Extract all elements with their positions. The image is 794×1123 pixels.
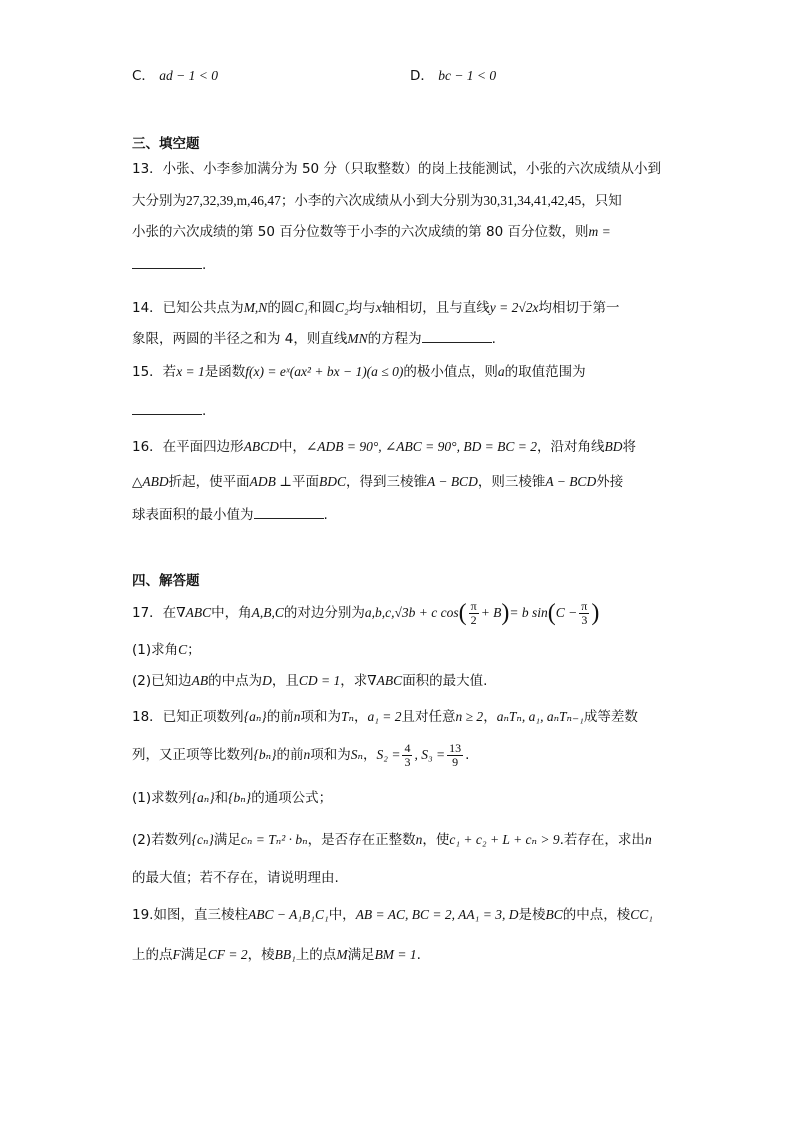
- q16-text: 球表面积的最小值为: [132, 507, 254, 523]
- paren-open: (: [547, 600, 556, 626]
- q16-math: A − BCD: [426, 474, 478, 489]
- q18-math: n: [644, 832, 652, 847]
- q13-text: ；小李的六次成绩从小到大分别为: [280, 193, 484, 209]
- fraction: [469, 600, 479, 627]
- q14-line1: [132, 298, 619, 318]
- q15-math: x = 1: [176, 364, 205, 379]
- q18-text: 列，又正项等比数列: [132, 747, 254, 763]
- q17-text: (2)已知边: [132, 673, 192, 689]
- q17-math: C: [178, 642, 188, 657]
- q14-text: 14．已知公共点为: [132, 300, 244, 316]
- q18-text: 的前: [276, 747, 304, 763]
- q16-math: ADB ⊥: [249, 474, 292, 489]
- fraction-denominator: 2: [470, 612, 477, 627]
- q13-text: 小张的六次成绩的第 50 百分位数等于小李的六次成绩的第 80 百分位数，则: [132, 224, 589, 240]
- section-4-heading: 四、解答题: [132, 573, 200, 589]
- q17-part1: [132, 640, 201, 660]
- q18-math: {cₙ}: [191, 832, 214, 847]
- q14-text: 的方程为: [367, 331, 422, 347]
- q15-text: 15．若: [132, 364, 177, 380]
- q14-text: 轴相切，且与直线: [381, 300, 490, 316]
- q13-math: m =: [588, 224, 611, 239]
- q15-math: a: [497, 364, 505, 379]
- q13-text: 大分别为: [132, 193, 186, 209]
- q13-math: 27,32,39,m,46,47: [186, 193, 281, 208]
- q15-text: 的取值范围为: [504, 364, 586, 380]
- q19-text: 上的点: [132, 947, 173, 963]
- q18-text: 项和为: [300, 709, 341, 725]
- q16-text: ，沿对角线: [537, 439, 605, 455]
- q15-text: 的极小值点，则: [403, 364, 498, 380]
- q18-text: ，: [483, 709, 497, 725]
- q18-text: 项和为: [310, 747, 351, 763]
- q18-text: .若存在，求出: [559, 832, 645, 848]
- fraction-numerator: 4: [404, 740, 411, 755]
- q14-text: 象限，两圆的半径之和为 4，则直线: [132, 331, 348, 347]
- q17-text: ，求: [340, 673, 368, 689]
- q15-math: f(x) = eˣ(ax² + bx − 1)(a ≤ 0): [245, 364, 404, 379]
- q14-text: 的圆: [267, 300, 295, 316]
- q14-math: y = 2√2x: [489, 300, 539, 315]
- q13-line3: [132, 222, 611, 242]
- q18-part2: [132, 830, 652, 850]
- q16-text: ，则三棱锥: [477, 474, 546, 490]
- q17-math: + B: [480, 605, 502, 620]
- q16-text: 16．在平面四边形: [132, 439, 244, 455]
- q16-math: BDC: [318, 474, 346, 489]
- q18-text: (2)若数列: [132, 832, 192, 848]
- q18-math: c₁ + c₂ + L + cₙ > 9: [449, 832, 560, 847]
- q14-text: .: [491, 331, 496, 347]
- q18-math: n: [303, 747, 311, 762]
- q18-text: ，是否存在正整数: [307, 832, 416, 848]
- q18-math: {aₙ}: [243, 709, 267, 724]
- q17-text: 中，角: [211, 605, 252, 621]
- q17-line1: [132, 598, 599, 628]
- choice-d-expr: bc − 1 < 0: [438, 68, 497, 83]
- q19-text: 中，: [328, 907, 356, 923]
- q14-line2: [132, 328, 496, 349]
- q13-line1: 13．小张、小李参加满分为 50 分（只取整数）的岗上技能测试，小张的六次成绩从小到: [132, 161, 661, 177]
- q14-math: M,N: [243, 300, 268, 315]
- q16-text: 平面: [291, 474, 319, 490]
- q19-text: 19.如图，直三棱柱: [132, 907, 248, 923]
- q14-text: 均相切于第一: [538, 300, 620, 316]
- q17-text: 面积的最大值.: [402, 673, 488, 689]
- q18-math: a₁ = 2: [367, 709, 402, 724]
- q18-part2-cont: 的最大值；若不存在，请说明理由.: [132, 870, 339, 886]
- q16-text: ，得到三棱锥: [345, 474, 427, 490]
- fraction: [402, 742, 412, 769]
- q16-math: A − BCD: [545, 474, 597, 489]
- q18-math: {aₙ}: [191, 790, 215, 805]
- paren-open: (: [458, 600, 467, 626]
- q19-text: .: [416, 947, 421, 963]
- q14-math: C₂: [335, 300, 349, 315]
- answer-blank[interactable]: [132, 254, 202, 269]
- q17-text: 的中点为: [208, 673, 263, 689]
- q16-line3: [132, 504, 328, 525]
- q17-math: AB: [191, 673, 209, 688]
- choice-d: [410, 66, 496, 86]
- q17-part2: [132, 671, 487, 691]
- paren-close: ): [501, 600, 510, 626]
- q19-text: ，棱: [247, 947, 275, 963]
- q18-math: aₙTₙ, a₁, aₙTₙ₋₁: [496, 709, 584, 724]
- q18-math: n: [415, 832, 423, 847]
- choice-c-expr: ad − 1 < 0: [159, 68, 218, 83]
- q17-math: ∇ABC: [176, 605, 212, 620]
- q17-text: ；: [187, 642, 201, 658]
- q16-math: ∠ADB = 90°, ∠ABC = 90°, BD = BC = 2: [305, 439, 538, 454]
- q18-text: 和: [214, 790, 229, 806]
- q18-math: {bₙ}: [228, 790, 252, 805]
- q14-text: 均与: [348, 300, 376, 316]
- q18-text: ，: [353, 709, 368, 725]
- q17-math: CD = 1: [298, 673, 341, 688]
- q18-part1: [132, 788, 332, 808]
- q13-text: ，只知: [581, 193, 622, 209]
- q16-math: △ABD: [132, 474, 169, 489]
- q17-text: 的对边分别为: [283, 605, 365, 621]
- fraction: [579, 600, 589, 627]
- q18-math: {bₙ}: [253, 747, 277, 762]
- q18-math: , S₃ =: [414, 747, 446, 762]
- q13-line2: [132, 191, 622, 211]
- q19-line2: [132, 945, 421, 965]
- paren-close: ): [591, 600, 600, 626]
- q14-math: C₁: [294, 300, 309, 315]
- q15-text: .: [202, 403, 207, 419]
- q18-math: cₙ = Tₙ² · bₙ: [240, 832, 308, 847]
- q19-math: F: [172, 947, 181, 962]
- fraction-denominator: 3: [404, 754, 411, 769]
- fraction-numerator: π: [581, 598, 588, 613]
- q18-text: ，: [363, 747, 377, 763]
- fraction-numerator: 13: [449, 740, 462, 755]
- q18-math: Sₙ: [350, 747, 364, 762]
- q18-text: 18．已知正项数列: [132, 709, 244, 725]
- q18-text: (1)求数列: [132, 790, 192, 806]
- q14-math: x: [375, 300, 382, 315]
- q18-text: 的前: [266, 709, 294, 725]
- q18-text: 成等差数: [583, 709, 638, 725]
- q17-math: C −: [555, 605, 578, 620]
- q15-line1: [132, 362, 586, 382]
- q16-text: 折起，使平面: [168, 474, 250, 490]
- q16-text: .: [323, 507, 328, 523]
- q18-text: ，使: [422, 832, 450, 848]
- q17-math: = b sin: [509, 605, 548, 620]
- q19-math: BB₁: [274, 947, 296, 962]
- q18-text: .: [465, 747, 470, 763]
- choice-c: [132, 66, 218, 86]
- fraction-numerator: π: [470, 598, 477, 613]
- q16-text: 外接: [596, 474, 624, 490]
- section-3-heading: 三、填空题: [132, 136, 200, 152]
- q13-line4: [132, 254, 206, 275]
- q14-math: MN: [347, 331, 368, 346]
- q16-text: 中，: [278, 439, 306, 455]
- q18-text: 的通项公式；: [251, 790, 333, 806]
- q17-math: a,b,c,√3b + c cos: [364, 605, 459, 620]
- q19-math: CC₁: [630, 907, 653, 922]
- q19-math: CF = 2: [207, 947, 248, 962]
- q16-math: BD: [604, 439, 623, 454]
- q14-text: 和圆: [308, 300, 336, 316]
- q19-math: BM = 1: [374, 947, 417, 962]
- fraction-denominator: 3: [581, 612, 588, 627]
- q19-text: 是棱: [518, 907, 546, 923]
- q17-math: ∇ABC: [367, 673, 403, 688]
- q17-text: ，且: [271, 673, 299, 689]
- q18-text: 满足: [213, 832, 241, 848]
- q17-text: 17．在: [132, 605, 177, 621]
- fraction-denominator: 9: [452, 754, 459, 769]
- q15-line2: [132, 400, 206, 421]
- q18-line2: [132, 740, 469, 770]
- q19-math: BC: [545, 907, 563, 922]
- q16-text: 将: [622, 439, 637, 455]
- q19-text: 满足: [347, 947, 375, 963]
- q19-text: 的中点，棱: [562, 907, 631, 923]
- choice-d-label: D．: [410, 68, 434, 84]
- q17-math: D: [262, 673, 272, 688]
- q13-text: .: [202, 257, 207, 273]
- q16-line2: [132, 472, 623, 492]
- q16-math: ABCD: [243, 439, 279, 454]
- q18-line1: [132, 707, 638, 727]
- q13-math: 30,31,34,41,42,45: [483, 193, 582, 208]
- q16-line1: [132, 437, 636, 457]
- q17-math: A,B,C: [251, 605, 284, 620]
- q15-text: 是函数: [204, 364, 246, 380]
- q17-text: (1)求角: [132, 642, 179, 658]
- q18-text: 且对任意: [401, 709, 456, 725]
- q18-math: n: [293, 709, 301, 724]
- q19-math: ABC − A₁B₁C₁: [247, 907, 329, 922]
- q19-text: 满足: [180, 947, 208, 963]
- q18-math: S₂ =: [376, 747, 401, 762]
- answer-blank[interactable]: [422, 328, 492, 343]
- answer-blank[interactable]: [254, 504, 324, 519]
- q19-math: AB = AC, BC = 2, AA₁ = 3, D: [355, 907, 519, 922]
- q19-math: M: [336, 947, 348, 962]
- q19-line1: [132, 905, 653, 925]
- q18-math: Tₙ: [340, 709, 354, 724]
- fraction: [447, 742, 463, 769]
- choice-c-label: C．: [132, 68, 155, 84]
- q19-text: 上的点: [295, 947, 337, 963]
- q18-math: n ≥ 2: [455, 709, 484, 724]
- answer-blank[interactable]: [132, 400, 202, 415]
